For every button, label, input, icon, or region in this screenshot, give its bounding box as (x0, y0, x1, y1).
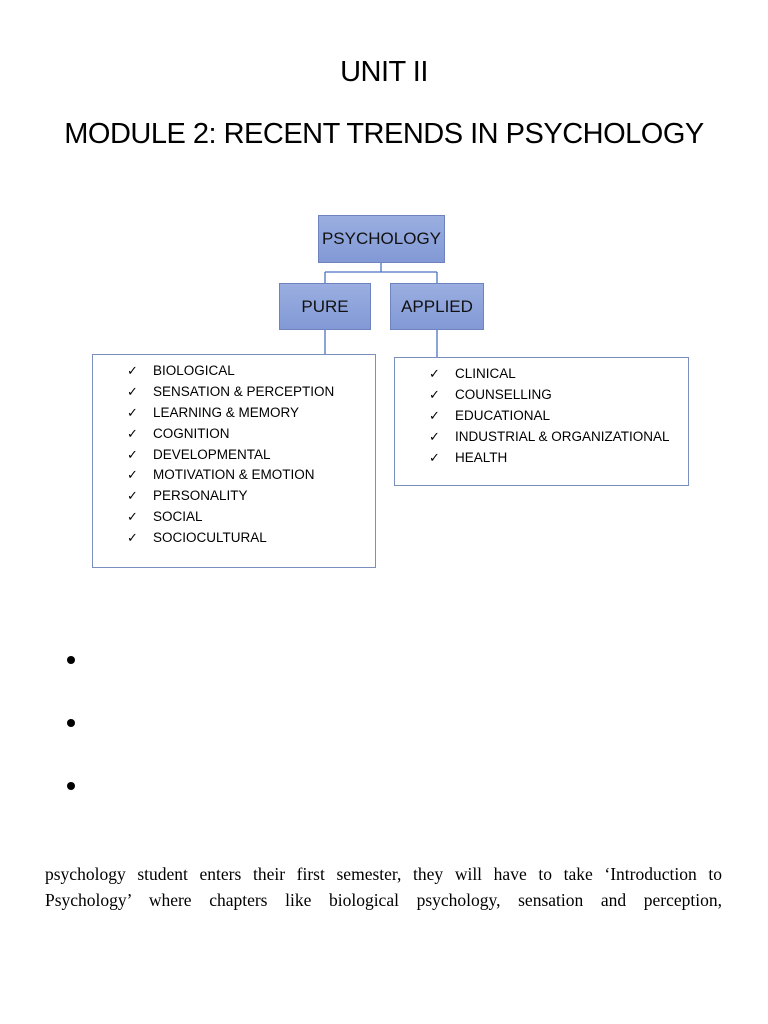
list-item: ✓ EDUCATIONAL (429, 406, 688, 427)
list-item: ✓ DEVELOPMENTAL (127, 445, 375, 466)
list-item: ✓ COUNSELLING (429, 385, 688, 406)
check-icon: ✓ (429, 387, 440, 403)
module-heading: MODULE 2: RECENT TRENDS IN PSYCHOLOGY (64, 118, 704, 150)
node-applied: APPLIED (390, 283, 484, 330)
check-icon: ✓ (127, 364, 138, 379)
paragraph-line: Psychology’ where chapters like biological psychology, sensation and perception, (45, 890, 722, 910)
list-item: ✓ HEALTH (429, 448, 688, 469)
node-psychology: PSYCHOLOGY (318, 215, 445, 263)
list-item: ✓ COGNITION (127, 424, 375, 445)
list-item: ✓ INDUSTRIAL & ORGANIZATIONAL (429, 427, 688, 448)
check-icon: ✓ (127, 405, 138, 421)
list-item: ✓ CLINICAL (429, 364, 688, 385)
list-item: ✓ PERSONALITY (127, 486, 375, 507)
list-item: ✓ SOCIAL (127, 507, 375, 528)
list-item: ✓ SOCIOCULTURAL (127, 528, 375, 549)
check-icon: ✓ (127, 384, 138, 400)
check-icon: ✓ (429, 429, 440, 445)
check-icon: ✓ (127, 531, 138, 547)
bullet-point (67, 719, 75, 727)
check-icon: ✓ (127, 447, 138, 463)
body-paragraph (45, 861, 722, 913)
check-icon: ✓ (127, 489, 138, 505)
check-icon: ✓ (127, 468, 138, 484)
list-item: ✓ SENSATION & PERCEPTION (127, 382, 375, 403)
node-pure: PURE (279, 283, 371, 330)
bullet-point (67, 656, 75, 664)
check-icon: ✓ (429, 450, 440, 466)
check-icon: ✓ (127, 426, 138, 442)
unit-heading: UNIT II (340, 56, 428, 88)
applied-branch-list (394, 357, 689, 486)
check-icon: ✓ (429, 367, 440, 382)
list-item: ✓ MOTIVATION & EMOTION (127, 465, 375, 486)
paragraph-line: psychology student enters their first semester, they will have to take ‘Introduction to (45, 864, 722, 884)
list-item: ✓ BIOLOGICAL (127, 361, 375, 382)
pure-branch-list (92, 354, 376, 568)
check-icon: ✓ (127, 510, 138, 526)
list-item: ✓ LEARNING & MEMORY (127, 403, 375, 424)
bullet-point (67, 782, 75, 790)
check-icon: ✓ (429, 408, 440, 424)
